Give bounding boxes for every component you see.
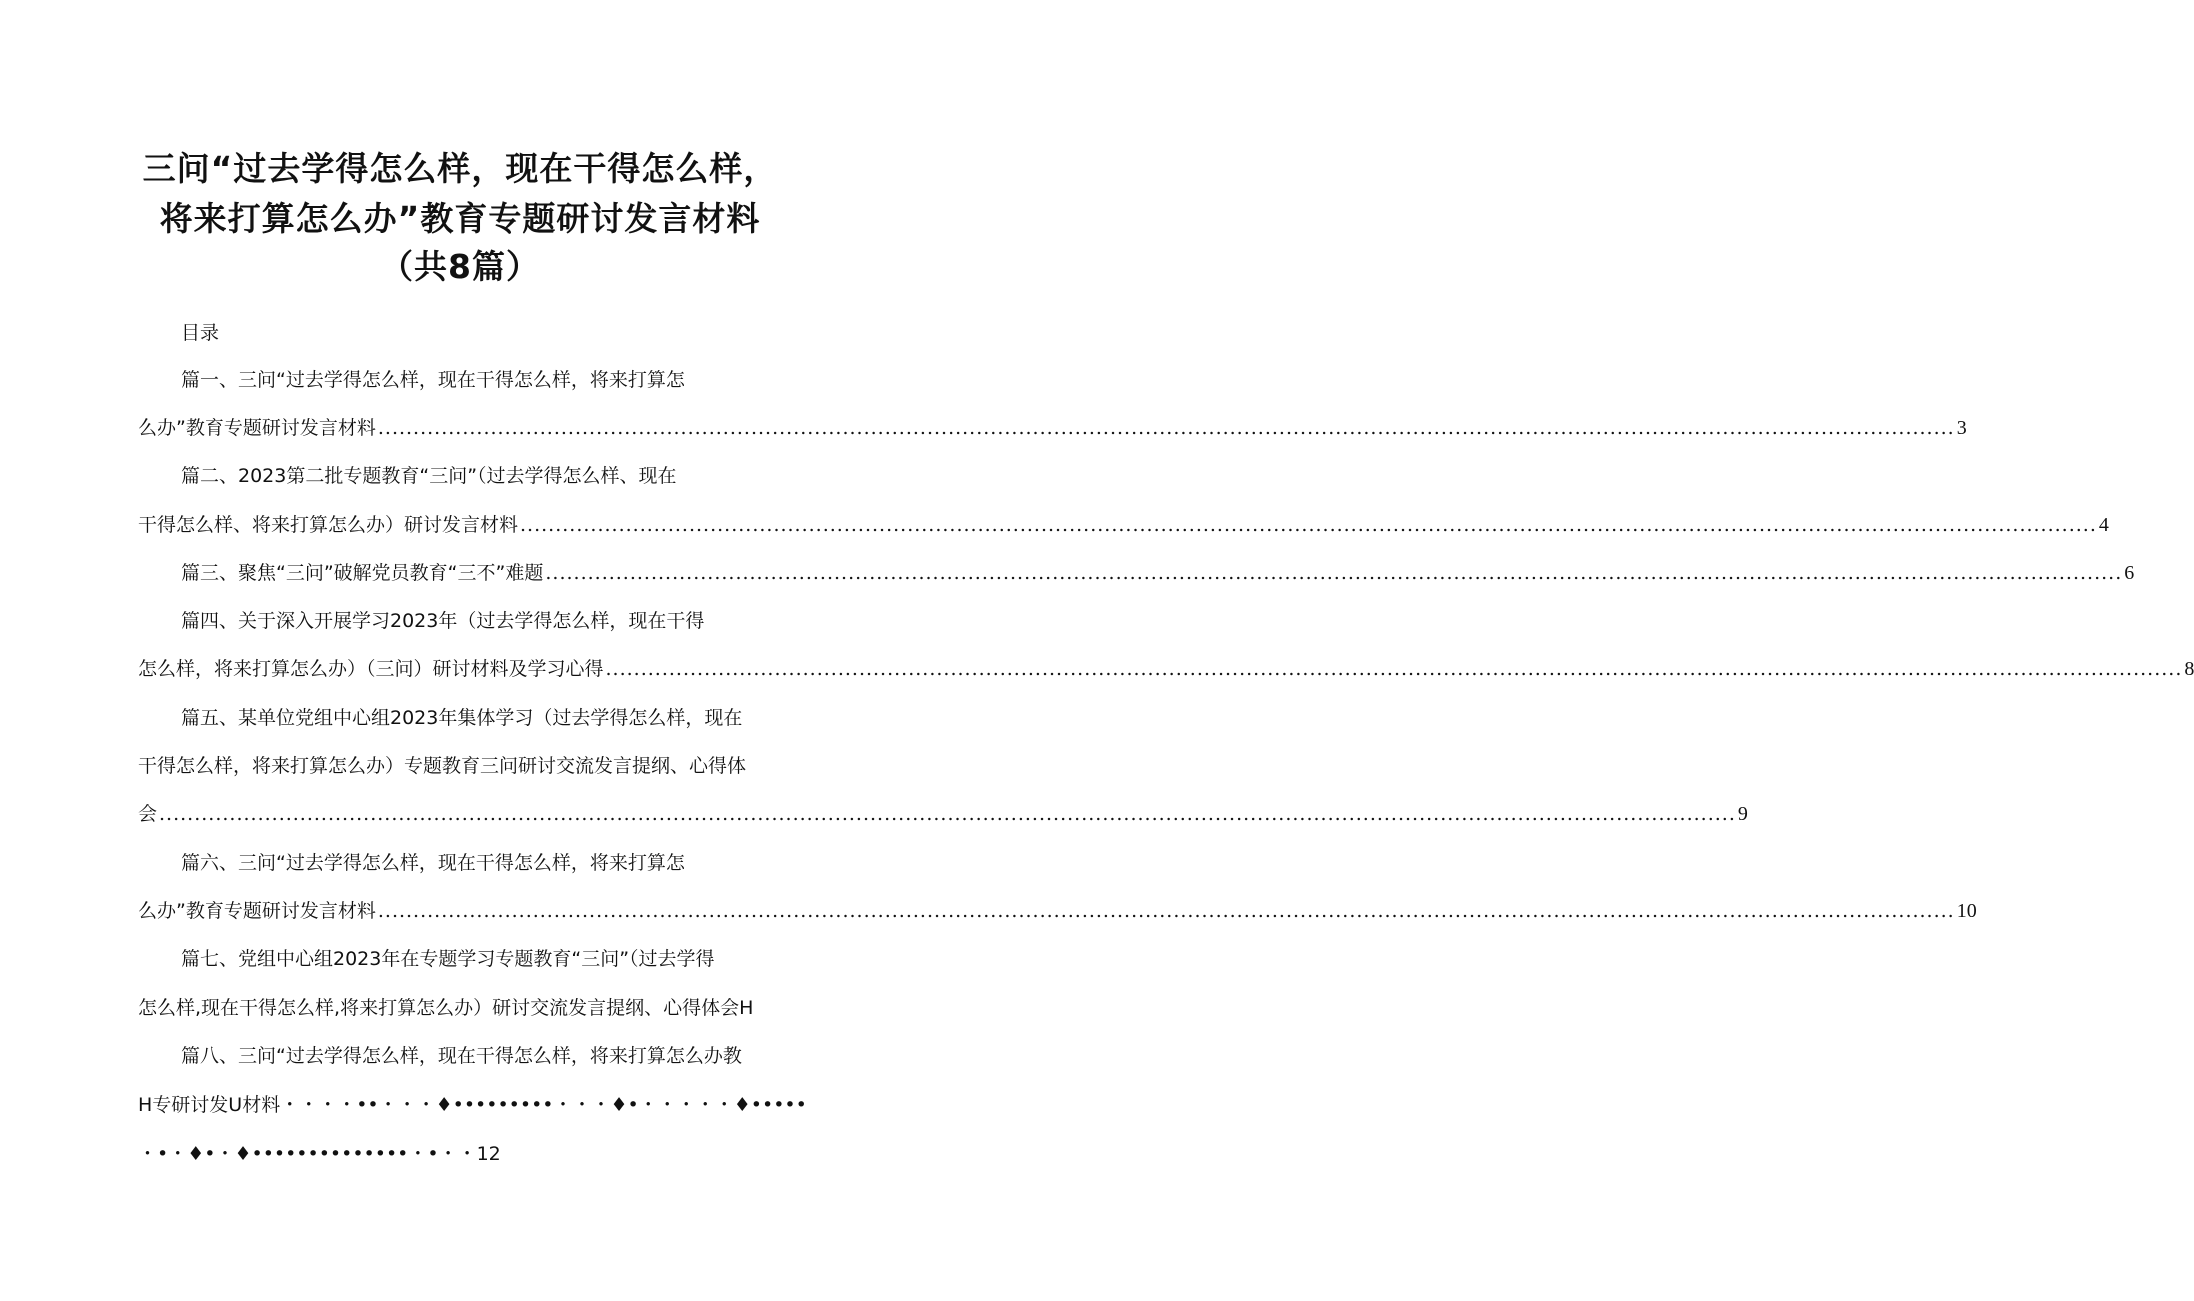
toc-leader-dots: ................................................................................................................................................................................................................................ — [545, 562, 2123, 584]
toc-entry-4-page: 8 — [2184, 658, 2194, 680]
toc-entry-2-text: 干得怎么样、将来打算怎么办）研讨发言材料 — [138, 514, 519, 536]
toc-entry-4-line-2[interactable] — [138, 657, 2194, 681]
toc-entry-1-text: 么办”教育专题研讨发言材料 — [138, 417, 376, 439]
toc-entry-7-line-1[interactable]: 篇七、党组中心组2023年在专题学习专题教育“三问”（过去学得 — [181, 948, 715, 970]
toc-leader-dots: ................................................................................................................................................................................................................................ — [520, 514, 2097, 536]
toc-entry-5-line-2[interactable]: 干得怎么样，将来打算怎么办）专题教育三问研讨交流发言提纲、心得体 — [138, 755, 747, 777]
toc-entry-1-line-1[interactable]: 篇一、三问“过去学得怎么样，现在干得怎么样，将来打算怎 — [181, 369, 685, 391]
toc-entry-3-text: 篇三、聚焦“三问”破解党员教育“三不”难题 — [181, 562, 544, 584]
toc-entry-8-line-3[interactable]: ・•・♦•・♦••••••••••••••・•・・12 — [138, 1143, 501, 1165]
toc-entry-3-line-1[interactable] — [181, 561, 2135, 585]
toc-entry-8-line-1[interactable]: 篇八、三问“过去学得怎么样，现在干得怎么样，将来打算怎么办教 — [181, 1045, 742, 1067]
toc-leader-dots: ................................................................................................................................................................................................................................ — [377, 900, 1955, 922]
toc-entry-6-line-1[interactable]: 篇六、三问“过去学得怎么样，现在干得怎么样，将来打算怎 — [181, 852, 685, 874]
toc-entry-3-page: 6 — [2124, 562, 2135, 584]
document-title-line-1: 三问“过去学得怎么样，现在干得怎么样， — [142, 149, 778, 188]
document-title-line-2: 将来打算怎么办”教育专题研讨发言材料 — [159, 199, 761, 238]
toc-leader-dots: ................................................................................................................................................................................................................................ — [605, 658, 2183, 680]
toc-leader-dots: ................................................................................................................................................................................................................................ — [377, 417, 1955, 439]
toc-entry-6-text: 么办”教育专题研讨发言材料 — [138, 900, 376, 922]
toc-entry-6-page: 10 — [1956, 900, 1977, 922]
toc-entry-5-text: 会 — [138, 803, 158, 825]
toc-entry-5-page: 9 — [1737, 803, 1748, 825]
toc-entry-5-line-3[interactable] — [138, 802, 1748, 826]
toc-entry-4-line-1[interactable]: 篇四、关于深入开展学习2023年（过去学得怎么样，现在干得 — [181, 610, 705, 632]
toc-entry-7-line-2[interactable]: 怎么样,现在干得怎么样,将来打算怎么办）研讨交流发言提纲、心得体会H — [138, 997, 754, 1019]
toc-entry-1-page: 3 — [1956, 417, 1967, 439]
toc-leader-dots: ................................................................................................................................................................................................................................ — [159, 803, 1736, 825]
toc-entry-6-line-2[interactable] — [138, 899, 1977, 923]
toc-entry-8-line-2[interactable]: H专研讨发U材料・・・・••・・・♦•••••••••・・・♦•・・・・・♦••••• — [138, 1094, 807, 1116]
toc-entry-2-line-2[interactable] — [138, 513, 2109, 537]
toc-heading: 目录 — [181, 322, 220, 344]
toc-entry-1-line-2[interactable] — [138, 416, 1967, 440]
toc-entry-4-text: 怎么样，将来打算怎么办）（三问）研讨材料及学习心得 — [138, 658, 604, 680]
document-title-line-3: （共8篇） — [380, 247, 540, 286]
toc-entry-5-line-1[interactable]: 篇五、某单位党组中心组2023年集体学习（过去学得怎么样，现在 — [181, 707, 743, 729]
toc-entry-2-page: 4 — [2098, 514, 2109, 536]
toc-entry-2-line-1[interactable]: 篇二、2023第二批专题教育“三问”（过去学得怎么样、现在 — [181, 465, 677, 487]
